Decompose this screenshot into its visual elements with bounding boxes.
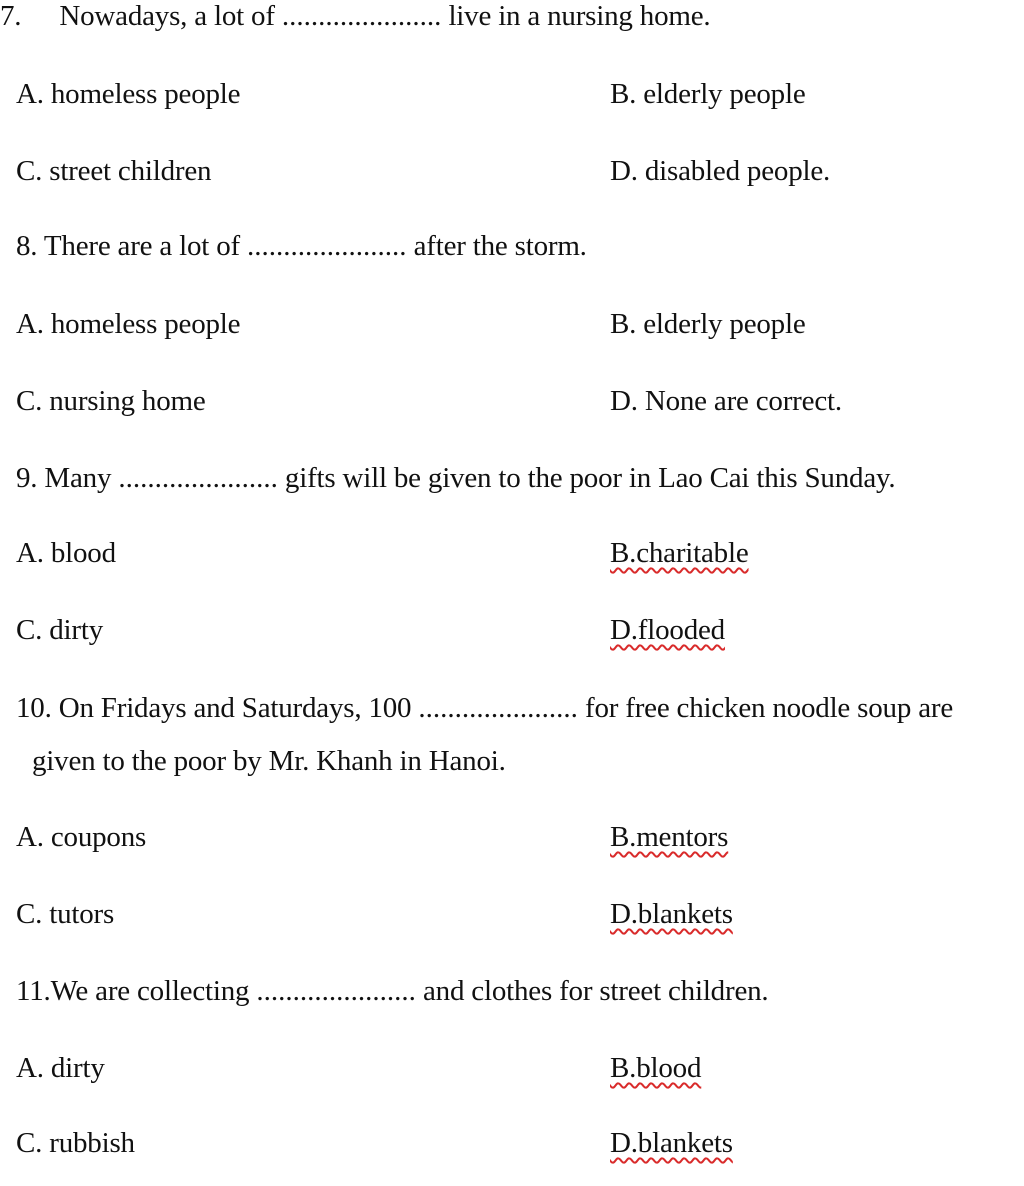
question-number: 8. [16,230,38,262]
question-10-continuation: given to the poor by Mr. Khanh in Hanoi. [32,745,506,777]
question-number: 9. [16,462,38,494]
option-d: D. disabled people. [610,155,831,187]
question-text-before: Nowadays, a lot of [59,0,275,32]
question-text-before: There are a lot of [43,230,240,262]
option-c: C. nursing home [16,385,206,417]
option-c: C. dirty [16,614,104,646]
option-b: B. elderly people [610,78,806,110]
option-c: C. rubbish [16,1127,135,1159]
question-text-after: after the storm. [413,230,587,262]
option-d: D. None are correct. [610,385,842,417]
question-text-after: and clothes for street children. [422,975,769,1007]
question-number: 10. [16,692,52,724]
answer-blank: ...................... [247,230,407,262]
option-a: A. dirty [16,1052,105,1084]
question-number: 11. [16,975,51,1007]
answer-blank: ...................... [118,462,278,494]
question-9-stem [16,460,895,496]
option-d: D.blankets [610,898,733,930]
option-a: A. blood [16,537,116,569]
option-c: C. street children [16,155,212,187]
question-7-stem [0,0,710,34]
question-text-after: for free chicken noodle soup are [584,692,953,724]
option-b: B.charitable [610,537,749,569]
question-text-after: gifts will be given to the poor in Lao Cai this Sunday. [284,462,896,494]
answer-blank: ...................... [281,0,442,32]
answer-blank: ...................... [418,692,578,724]
option-b: B.mentors [610,821,729,853]
option-a: A. homeless people [16,308,241,340]
option-b: B.blood [610,1052,702,1084]
question-number: 7. [0,0,22,32]
option-d: D.blankets [610,1127,733,1159]
question-text-before: We are collecting [50,975,250,1007]
question-8-stem [16,228,587,264]
option-a: A. coupons [16,821,147,853]
question-10-stem [16,690,953,726]
question-text-after: live in a nursing home. [448,0,711,32]
option-b: B. elderly people [610,308,806,340]
option-d: D.flooded [610,614,725,646]
question-text-before: On Fridays and Saturdays, 100 [58,692,412,724]
question-11-stem [16,973,768,1009]
question-text-before: Many [44,462,112,494]
option-a: A. homeless people [16,78,241,110]
option-c: C. tutors [16,898,115,930]
answer-blank: ...................... [256,975,416,1007]
